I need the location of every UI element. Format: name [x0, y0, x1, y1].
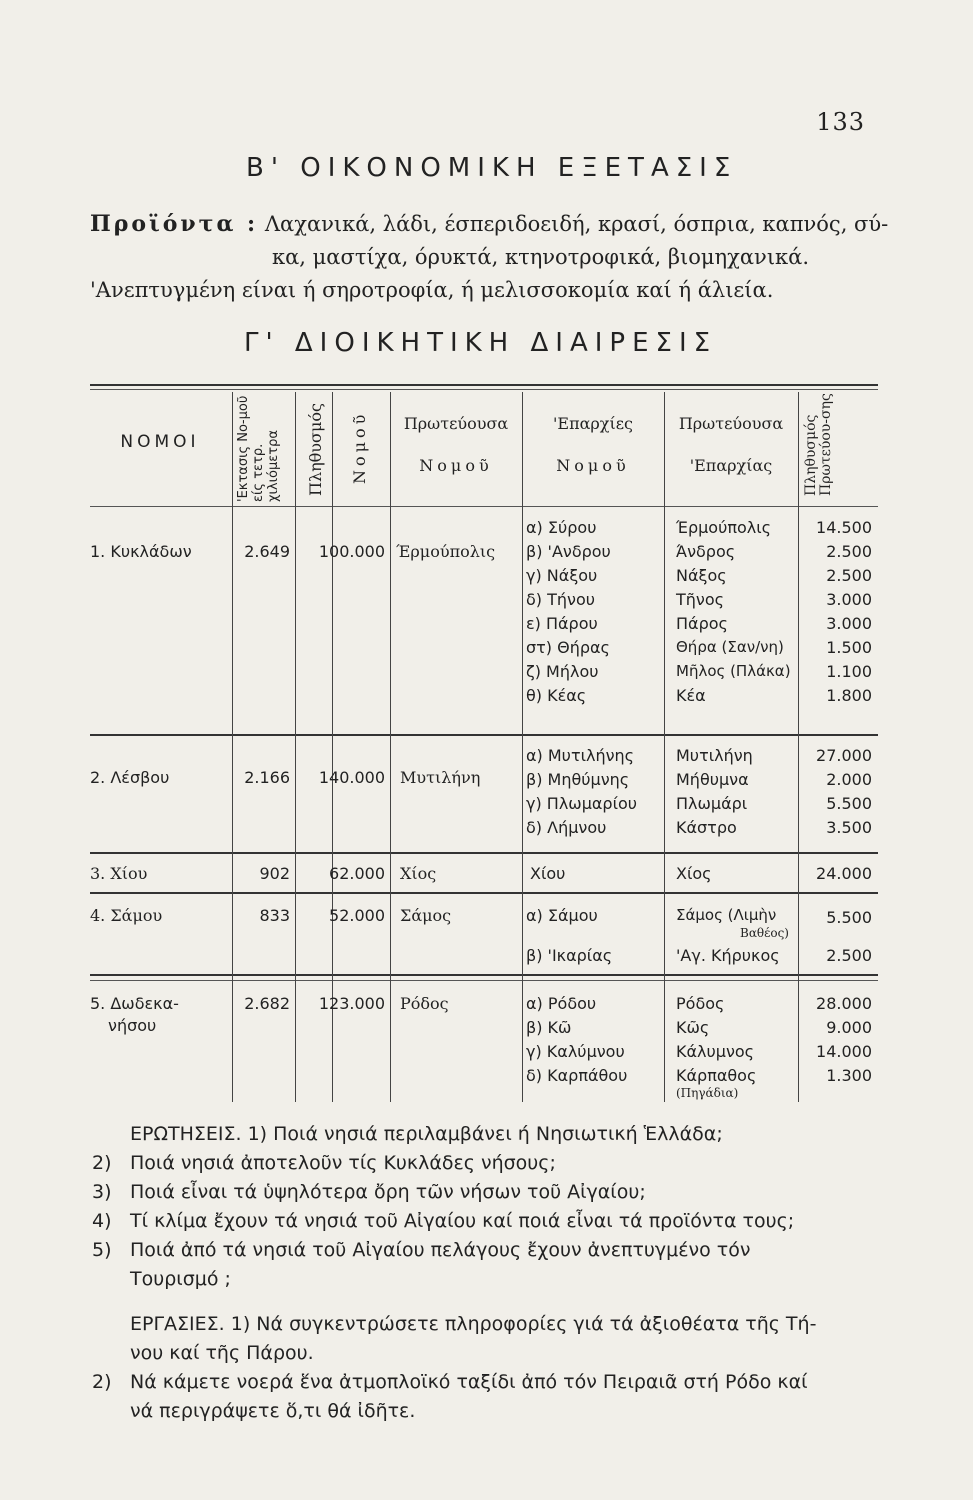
- nomos-population: 100.000: [318, 542, 385, 561]
- eparchy-capital: Έρμούπολις: [676, 518, 772, 537]
- section-g-title: Γ' ΔΙΟΙΚΗΤΙΚΗ ΔΙΑΙΡΕΣΙΣ: [244, 328, 718, 358]
- eparchy-capital: Νάξος: [676, 566, 727, 585]
- header-bottom-rule: [90, 506, 878, 507]
- eparchy-name: β) 'Ικαρίας: [526, 946, 613, 965]
- eparchy-capital: Μῆλος (Πλάκα): [676, 662, 791, 680]
- eparchy-capital: Χίος: [676, 864, 712, 883]
- eparchy-capital: Κέα: [676, 686, 706, 705]
- eparchy-capital: Σάμος (Λιμὴν: [676, 906, 777, 924]
- eparchy-name: Χίου: [530, 864, 566, 883]
- nomos-capital: Σάμος: [400, 906, 452, 925]
- eparchy-population: 14.000: [816, 1042, 872, 1061]
- eparchy-population: 1.300: [826, 1066, 872, 1085]
- eparchy-capital: Κάρπαθος: [676, 1066, 757, 1085]
- eparchy-capital: Άνδρος: [676, 542, 736, 561]
- header-eparchy-capital-sub: 'Επαρχίας: [689, 456, 773, 475]
- question-number: 5): [92, 1239, 112, 1261]
- header-eparchies-sub: Νομοῦ: [556, 456, 630, 475]
- eparchy-capital: Τῆνος: [676, 590, 725, 609]
- eparchy-name: α) Σύρου: [526, 518, 597, 537]
- eparchy-capital: Κῶς: [676, 1018, 710, 1037]
- question-number: 3): [92, 1181, 112, 1203]
- page-number: 133: [816, 108, 865, 136]
- eparchy-capital: Πλωμάρι: [676, 794, 748, 813]
- eparchy-population: 1.100: [826, 662, 872, 681]
- task-number: 2): [92, 1371, 112, 1393]
- eparchy-name: θ) Κέας: [526, 686, 587, 705]
- eparchy-name: γ) Καλύμνου: [526, 1042, 625, 1061]
- eparchy-name: δ) Τήνου: [526, 590, 596, 609]
- eparchy-population: 5.500: [826, 908, 872, 927]
- eparchy-population: 1.800: [826, 686, 872, 705]
- header-nomou: Νομοῦ: [350, 410, 369, 484]
- nomos-area: 902: [259, 864, 290, 883]
- products-line-2: κα, μαστίχα, όρυκτά, κτηνοτροφικά, βιομηχανικά.: [272, 245, 810, 269]
- nomos-area: 2.649: [244, 542, 290, 561]
- eparchy-capital: Κάλυμνος: [676, 1042, 755, 1061]
- eparchy-population: 1.500: [826, 638, 872, 657]
- question-number: 2): [92, 1152, 112, 1174]
- nomos-name: 3. Χίου: [90, 864, 148, 883]
- eparchy-capital: Ρόδος: [676, 994, 725, 1013]
- question-2: Ποιά νησιά ἀποτελοῦν τίς Κυκλάδες νήσους;: [130, 1152, 556, 1174]
- eparchy-name: β) 'Ανδρου: [526, 542, 611, 561]
- nomos-name: 2. Λέσβου: [90, 768, 170, 787]
- eparchy-population: 3.000: [826, 614, 872, 633]
- eparchy-population: 3.500: [826, 818, 872, 837]
- nomos-population: 123.000: [318, 994, 385, 1013]
- eparchy-population: 28.000: [816, 994, 872, 1013]
- header-capital: Πρωτεύουσα: [403, 414, 509, 433]
- nomos-area: 2.166: [244, 768, 290, 787]
- header-population: Πληθυσμός: [306, 403, 325, 496]
- eparchy-name: γ) Νάξου: [526, 566, 598, 585]
- eparchy-population: 27.000: [816, 746, 872, 765]
- table-top-rule-inner: [90, 389, 878, 390]
- nomos-name: 5. Δωδεκα-: [90, 994, 179, 1013]
- eparchy-name: δ) Λήμνου: [526, 818, 607, 837]
- question-5-cont: Τουρισμό ;: [130, 1268, 231, 1290]
- column-rule: [522, 392, 523, 1102]
- nomos-population: 62.000: [329, 864, 385, 883]
- eparchy-name: γ) Πλωμαρίου: [526, 794, 638, 813]
- eparchy-name: ε) Πάρου: [526, 614, 598, 633]
- header-capital-sub: Νομοῦ: [419, 456, 493, 475]
- products-label: Προϊόντα :: [90, 211, 259, 237]
- row-separator: [90, 974, 878, 976]
- row-separator: [90, 734, 878, 736]
- question-1: 1) Ποιά νησιά περιλαμβάνει ή Νησιωτική Ἑλλάδα;: [247, 1123, 723, 1145]
- eparchy-capital-note: (Πηγάδια): [676, 1086, 739, 1100]
- eparchy-population: 9.000: [826, 1018, 872, 1037]
- header-area: 'Εκτασις Νο-μοῦ είς τετρ. χιλιόμετρα: [236, 395, 281, 502]
- section-b-title: Β' ΟΙΚΟΝΟΜΙΚΗ ΕΞΕΤΑΣΙΣ: [246, 153, 738, 183]
- eparchy-population: 2.500: [826, 542, 872, 561]
- nomos-population: 140.000: [318, 768, 385, 787]
- eparchy-name: β) Κῶ: [526, 1018, 572, 1037]
- nomos-name-cont: νήσου: [108, 1016, 157, 1035]
- tasks-title: ΕΡΓΑΣΙΕΣ.: [130, 1313, 225, 1335]
- eparchy-population: 2.000: [826, 770, 872, 789]
- nomos-capital: Μυτιλήνη: [400, 768, 481, 787]
- task-2-cont: νά περιγράψετε ὅ,τι θά ἰδῆτε.: [130, 1400, 416, 1422]
- task-2: Νά κάμετε νοερά ἕνα ἀτμοπλοϊκό ταξίδι ἀπό τόν Πειραιᾶ στή Ρόδο καί: [130, 1371, 808, 1393]
- row-separator: [90, 892, 878, 894]
- products-line-1: Λαχανικά, λάδι, έσπεριδοειδή, κρασί, όσπρια, καπνός, σύ-: [264, 212, 889, 236]
- eparchy-capital: Θήρα (Σαν/νη): [676, 638, 784, 656]
- eparchy-name: β) Μηθύμνης: [526, 770, 630, 789]
- eparchy-capital: Πάρος: [676, 614, 728, 633]
- nomos-capital: Χίος: [400, 864, 437, 883]
- column-rule: [798, 392, 799, 1102]
- header-eparchies: 'Επαρχίες: [552, 414, 634, 433]
- eparchy-capital-note: Βαθέος): [740, 926, 789, 940]
- questions-section: [92, 1120, 892, 1426]
- eparchy-population: 24.000: [816, 864, 872, 883]
- nomos-name: 4. Σάμου: [90, 906, 163, 925]
- eparchy-population: 2.500: [826, 566, 872, 585]
- question-number: 4): [92, 1210, 112, 1232]
- eparchy-population: 14.500: [816, 518, 872, 537]
- eparchy-name: ζ) Μήλου: [526, 662, 599, 681]
- nomos-area: 833: [259, 906, 290, 925]
- table-top-rule: [90, 384, 878, 386]
- eparchy-population: 3.000: [826, 590, 872, 609]
- eparchy-population: 5.500: [826, 794, 872, 813]
- row-separator-inner: [90, 980, 878, 981]
- question-4: Τί κλίμα ἔχουν τά νησιά τοῦ Αἰγαίου καί ποιά εἶναι τά προϊόντα τους;: [130, 1210, 795, 1232]
- question-3: Ποιά εἶναι τά ὑψηλότερα ὄρη τῶν νήσων τοῦ Αἰγαίου;: [130, 1181, 646, 1203]
- eparchy-population: 2.500: [826, 946, 872, 965]
- eparchy-name: α) Μυτιλήνης: [526, 746, 635, 765]
- eparchy-capital: Μήθυμνα: [676, 770, 749, 789]
- eparchy-capital: Μυτιλήνη: [676, 746, 753, 765]
- column-rule: [664, 392, 665, 1102]
- nomos-capital: Ρόδος: [400, 994, 449, 1013]
- header-eparchy-capital: Πρωτεύουσα: [678, 414, 784, 433]
- eparchy-capital: 'Αγ. Κήρυκος: [676, 946, 780, 965]
- questions-title: ΕΡΩΤΗΣΕΙΣ.: [130, 1123, 242, 1145]
- nomos-capital: Έρμούπολις: [396, 542, 496, 561]
- header-nomoi: ΝΟΜΟΙ: [120, 432, 200, 452]
- eparchy-capital: Κάστρο: [676, 818, 737, 837]
- task-1: 1) Νά συγκεντρώσετε πληροφορίες γιά τά ἀξιοθέατα τῆς Τή-: [230, 1313, 817, 1335]
- nomos-name: 1. Κυκλάδων: [90, 542, 192, 561]
- eparchy-name: στ) Θήρας: [526, 638, 610, 657]
- products-line-3: 'Ανεπτυγμένη είναι ή σηροτροφία, ή μελισσοκομία καί ή άλιεία.: [90, 278, 774, 302]
- products-paragraph: [90, 208, 890, 307]
- column-rule: [390, 392, 391, 1102]
- row-separator: [90, 852, 878, 854]
- nomos-population: 52.000: [329, 906, 385, 925]
- nomos-area: 2.682: [244, 994, 290, 1013]
- eparchy-name: α) Σάμου: [526, 906, 598, 925]
- header-eparchy-population: Πληθυσμός Πρωτεύου-σης: [803, 393, 834, 496]
- task-1-cont: νου καί τῆς Πάρου.: [130, 1342, 314, 1364]
- eparchy-name: α) Ρόδου: [526, 994, 597, 1013]
- eparchy-name: δ) Καρπάθου: [526, 1066, 628, 1085]
- administrative-table: [90, 384, 878, 1104]
- question-5: Ποιά ἀπό τά νησιά τοῦ Αἰγαίου πελάγους ἔχουν ἀνεπτυγμένο τόν: [130, 1239, 751, 1261]
